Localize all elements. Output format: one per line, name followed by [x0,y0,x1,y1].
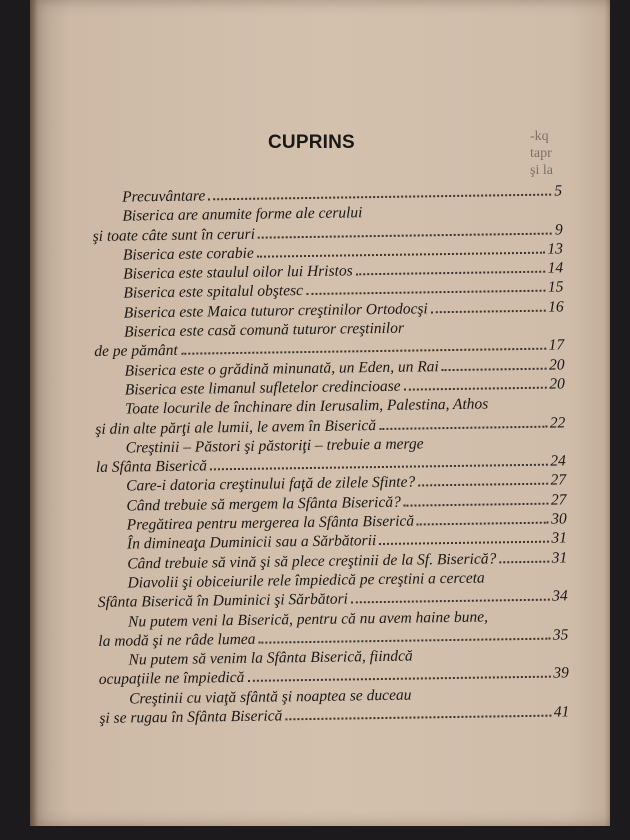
bleed-line: -kq [530,129,549,144]
toc-page-number: 31 [551,529,568,547]
toc-entry-text: ocupaţiile ne împiedică [98,669,245,689]
toc-leader-dots [404,387,547,391]
toc-page-number: 35 [552,626,569,644]
toc-entry-text: şi toate câte sunt în ceruri [92,225,256,245]
toc-entry-text: Diavolii şi obiceiurile rele împiedică pe creştini a cerceta [127,569,485,592]
toc-entry-text: Biserica este corabie [122,244,254,264]
toc-page-number: 39 [553,664,569,683]
toc-entry-text: Biserica este staulul oilor lui Hristos [123,262,353,283]
toc-entry-text: Biserica este spitalul obştesc [123,282,304,303]
toc-entry-text: În dimineaţa Duminicii sau a Sărbătorii [126,532,377,553]
toc-page-number: 30 [551,510,567,528]
toc-page-number: 34 [552,587,568,605]
toc-page-number: 27 [550,471,567,490]
toc-entry-text: Toate locurile de închinare din Ierusalim, Palestina, Athos [124,395,489,418]
toc-entry-text: la Sfânta Biserică [95,457,208,477]
toc-leader-dots [257,252,545,258]
toc-entry-text: Când trebuie să mergem la Sfânta Biserică? [126,493,401,515]
toc-leader-dots [442,367,546,370]
toc-page-number: 41 [553,703,570,721]
toc-entry-text: Biserica este limanul sufletelor credincioase [124,377,401,399]
toc-entry-text: Biserica are anumite forme ale cerului [122,204,363,225]
toc-page-number: 15 [547,278,564,297]
toc-page-number: 13 [547,240,564,258]
toc-entry-text: Creştinii cu viaţă sfântă şi noaptea se duceau [129,686,412,708]
toc-entry-text: Nu putem să venim la Sfânta Biserică, fiindcă [128,647,413,669]
toc-entry-text: Sfânta Biserică în Duminici şi Sărbători [97,590,349,612]
toc-leader-dots [208,194,551,201]
toc-page-number: 20 [549,375,565,393]
bleed-through-text [530,128,610,179]
toc-leader-dots [247,676,550,682]
toc-entry-text: Precuvântare [122,187,206,206]
toc-leader-dots [417,522,548,526]
toc-entry-text: Biserica este o grădină minunată, un Eden, un Rai [124,357,439,380]
toc-entry-text: de pe pământ [94,342,178,361]
toc-entry-text: şi se rugau în Sfânta Biserică [99,707,283,727]
toc-entry-text: Nu putem veni la Biserică, pentru că nu avem haine bune, [127,608,489,631]
toc-leader-dots [258,232,552,238]
toc-entry-text: Biserica este Maica tuturor creştinilor Ortodocşi [123,300,428,322]
toc-leader-dots [431,309,545,313]
toc-page-number: 9 [554,221,563,239]
toc-leader-dots [306,290,545,295]
toc-page-number: 31 [551,549,568,567]
toc-leader-dots [285,715,551,721]
toc-leader-dots [181,348,546,355]
toc-leader-dots [379,541,548,545]
toc-leader-dots [379,425,547,429]
toc-leader-dots [351,599,549,604]
toc-page-number: 27 [550,491,567,509]
toc-page-number: 5 [554,182,563,200]
toc-entry-text: Pregătirea pentru mergerea la Sfânta Biserică [126,512,415,534]
toc-page-number: 22 [549,413,566,432]
toc-page-number: 14 [547,259,564,277]
toc-entry-text: Când trebuie să vină şi să plece creştinii de la Sf. Biserică? [127,550,497,573]
toc-leader-dots [258,637,549,643]
toc-entry-text: şi din alte părţi ale lumii, le avem în Biserică [95,416,377,438]
toc-page-number: 24 [550,452,566,470]
toc-entry-text: Care-i datoria creştinului faţă de zilele Sfinte? [126,473,416,496]
toc-leader-dots [499,560,548,563]
bleed-line: tapr [530,146,552,161]
toc-leader-dots [210,464,547,471]
toc-entry-text: Creştinii – Păstori şi păstoriţi – trebuie a merge [125,435,424,457]
toc-leader-dots [404,502,548,506]
page-title: CUPRINS [268,132,355,153]
toc-page-number: 20 [548,356,565,374]
table-of-contents [92,181,569,728]
toc-leader-dots [418,483,547,487]
toc-page-number: 17 [548,336,565,355]
book-page [30,0,610,826]
toc-leader-dots [356,271,545,276]
bleed-line: şi la [530,163,553,178]
toc-entry-text: la modă şi ne râde lumea [98,630,256,650]
toc-page-number: 16 [548,298,564,316]
toc-entry-text: Biserica este casă comună tuturor creştinilor [123,319,405,341]
